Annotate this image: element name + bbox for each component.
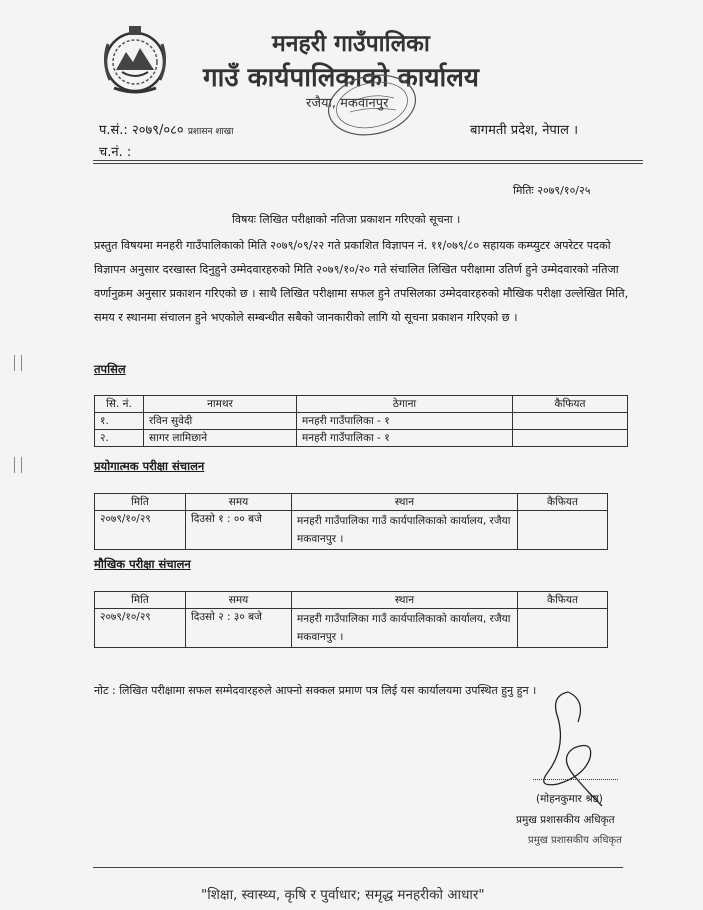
- margin-mark: [14, 457, 22, 473]
- reference-number: [99, 120, 233, 138]
- signature-line: [533, 779, 618, 780]
- candidate-table: [94, 395, 628, 447]
- office-name: गाउँ कार्यपालिकाको कार्यालय: [203, 63, 479, 93]
- table-header-row: [95, 494, 608, 511]
- column-header: कैफियत: [518, 494, 608, 511]
- column-header: समय: [186, 494, 292, 511]
- table-cell: [513, 430, 628, 447]
- office-address: रजैया, मकवानपुर: [306, 96, 389, 111]
- table-cell: दिउसो २ : ३० बजे: [186, 609, 292, 648]
- note-text: नोट : लिखित परीक्षामा सफल सम्मेदवारहरुले आफ्नो सक्कल प्रमाण पत्र लिई यस कार्यालयमा उपस्थित हुनु हुन ।: [94, 684, 537, 697]
- nepal-emblem-icon: [98, 22, 172, 96]
- province-address: बागमती प्रदेश, नेपाल ।: [470, 123, 579, 138]
- notice-subject: विषयः लिखित परीक्षाको नतिजा प्रकाशन गरिएको सूचना ।: [232, 213, 461, 226]
- column-header: स्थान: [292, 592, 518, 609]
- table-cell: [518, 511, 608, 550]
- notice-body: प्रस्तुत विषयमा मनहरी गाउँपालिकाको मिति २०७९/०९/२२ गते प्रकाशित विज्ञापन नं. ११/०७९/८० सहायक कम्प्युटर अपरेटर पदको विज्ञापन अनुसार दरखास्त दिनुहुने उम्मेदवारहरुको मिति २०७९/१०/२० गते संचालित लिखित परीक्षामा उतिर्ण हुने उम्मेदवारको नतिजा वर्णानुक्रम अनुसार प्रकाशन गरिएको छ । साथै लिखित परीक्षामा सफल हुने तपसिलका उम्मेदवारहरुको मौखिक परीक्षा उल्लेखित मिति, समय र स्थानमा संचालन हुने भएकोले सम्बन्धीत सबैको जानकारीको लागि यो सूचना प्रकाशन गरिएको छ ।: [94, 239, 629, 324]
- table-cell: मनहरी गाउँपालिका गाउँ कार्यपालिकाको कार्यालय, रजैया मकवानपुर ।: [292, 511, 518, 550]
- table-cell: २.: [95, 430, 144, 447]
- table-row: [95, 511, 608, 550]
- table-row: [95, 413, 628, 430]
- column-header: मिति: [95, 592, 186, 609]
- footer-slogan: "शिक्षा, स्वास्थ्य, कृषि र पुर्वाधार; समृद्ध मनहरीको आधार": [201, 887, 485, 903]
- table-cell: मनहरी गाउँपालिका - १: [297, 430, 513, 447]
- header-divider: [93, 160, 643, 161]
- table-header-row: [95, 396, 628, 413]
- dispatch-number: च.नं. :: [99, 145, 132, 160]
- table-header-row: [95, 592, 608, 609]
- table-cell: १.: [95, 413, 144, 430]
- table-cell: सागर लामिछाने: [144, 430, 297, 447]
- table-row: [95, 609, 608, 648]
- column-header: कैफियत: [518, 592, 608, 609]
- signatory-stamp: प्रमुख प्रशासकीय अधिकृत: [528, 835, 622, 846]
- practical-exam-table: [94, 493, 608, 550]
- municipality-name: मनहरी गाउँपालिका: [272, 31, 430, 57]
- signatory-name: (मोहनकुमार श्रेष्ठ): [536, 793, 603, 805]
- practical-exam-heading: प्रयोगात्मक परीक्षा संचालन: [94, 459, 205, 473]
- table-cell: २०७९/१०/२९: [95, 511, 186, 550]
- signatory-title: प्रमुख प्रशासकीय अधिकृत: [516, 814, 615, 826]
- ref-branch: प्रशासन शाखा: [187, 127, 234, 137]
- column-header: मिति: [95, 494, 186, 511]
- column-header: सि. नं.: [95, 396, 144, 413]
- margin-mark: [14, 355, 22, 371]
- column-header: ठेगाना: [297, 396, 513, 413]
- column-header: समय: [186, 592, 292, 609]
- table-row: [95, 430, 628, 447]
- notice-date: मितिः २०७९/१०/२५: [513, 184, 591, 197]
- column-header: नामथर: [144, 396, 297, 413]
- table-cell: [518, 609, 608, 648]
- ref-value: २०७९/०८०: [131, 123, 184, 138]
- column-header: कैफियत: [513, 396, 628, 413]
- table-cell: [513, 413, 628, 430]
- table-cell: मनहरी गाउँपालिका गाउँ कार्यपालिकाको कार्यालय, रजैया मकवानपुर ।: [292, 609, 518, 648]
- table-cell: दिउसो १ : ०० बजे: [186, 511, 292, 550]
- ref-label: प.सं.:: [99, 123, 128, 138]
- header-divider-double: [93, 163, 643, 164]
- column-header: स्थान: [292, 494, 518, 511]
- oral-exam-table: [94, 591, 608, 648]
- table-cell: २०७९/१०/२९: [95, 609, 186, 648]
- tapasil-heading: तपसिल: [94, 362, 126, 376]
- table-cell: रविन सुवेदी: [144, 413, 297, 430]
- footer-divider: [93, 867, 623, 868]
- oral-exam-heading: मौखिक परीक्षा संचालन: [94, 557, 191, 571]
- table-cell: मनहरी गाउँपालिका - १: [297, 413, 513, 430]
